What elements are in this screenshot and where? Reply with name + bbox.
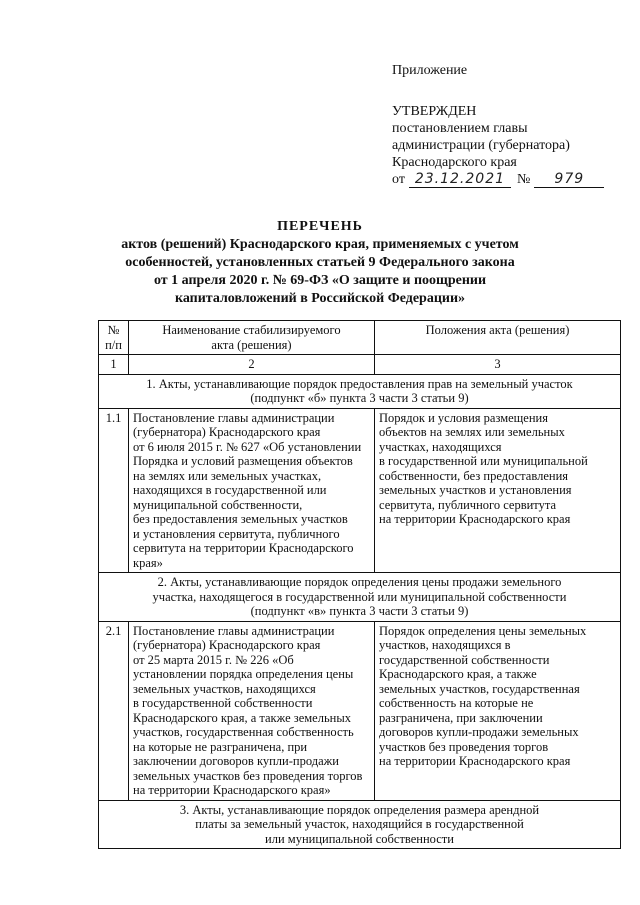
act-provisions: Порядок определения цены земельных участков, находящихся в государственной собственности Краснодарского края, а также земельных участков, государственная собственность на которые не разграничена, при заключении договоров купли-продажи земельных участков без проведения торгов на территории Краснодарского края	[375, 621, 621, 800]
approval-line-2: администрации (губернатора)	[392, 138, 570, 153]
section-title: 3. Акты, устанавливающие порядок определения размера арендной платы за земельный участок, находящийся в государственной или муниципальной собственности	[99, 800, 621, 849]
table-header-row	[99, 321, 621, 355]
column-number: 1	[99, 355, 129, 375]
approval-block	[392, 62, 622, 188]
title-heading: ПЕРЕЧЕНЬ	[277, 219, 363, 234]
act-name: Постановление главы администрации (губернатора) Краснодарского края от 6 июля 2015 г. № 627 «Об установлении Порядка и условий размещения объектов на землях или земельных участках, находящихся в государственной или муниципальной собственности, без предоставления земельных участков и установления сервитута, публичного сервитута на территории Краснодарского края»	[129, 408, 375, 573]
approval-line-3: Краснодарского края	[392, 155, 517, 170]
approval-line-1: постановлением главы	[392, 121, 528, 136]
column-number: 3	[375, 355, 621, 375]
approved-label: УТВЕРЖДЕН	[392, 104, 477, 119]
table-row	[99, 408, 621, 573]
section-title: 2. Акты, устанавливающие порядок определения цены продажи земельного участка, находящегося в государственной или муниципальной собственности (подпункт «в» пункта 3 части 3 статьи 9)	[99, 573, 621, 622]
title-line-2: особенностей, установленных статьей 9 Федерального закона	[125, 255, 515, 270]
table-row	[99, 621, 621, 800]
document-title	[100, 218, 540, 308]
header-num: № п/п	[99, 321, 129, 355]
header-provisions: Положения акта (решения)	[375, 321, 621, 355]
signature-row	[392, 171, 622, 188]
section-row	[99, 573, 621, 622]
act-provisions: Порядок и условия размещения объектов на землях или земельных участках, находящихся в государственной или муниципальной собственности, без предоставления земельных участков и установления сервитута, публичного сервитута на территории Краснодарского края	[375, 408, 621, 573]
section-row	[99, 800, 621, 849]
section-title: 1. Акты, устанавливающие порядок предоставления прав на земельный участок (подпункт «б» пункта 3 части 3 статьи 9)	[99, 374, 621, 408]
act-name: Постановление главы администрации (губернатора) Краснодарского края от 25 марта 2015 г. № 226 «Об установлении порядка определения цены земельных участков, находящихся в государственной собственности Краснодарского края, а также земельных участков, государственная собственность на которые не разграничена, при заключении договоров купли-продажи земельных участков без проведения торгов на территории Краснодарского края»	[129, 621, 375, 800]
title-line-1: актов (решений) Краснодарского края, применяемых с учетом	[121, 237, 519, 252]
section-row	[99, 374, 621, 408]
title-line-4: капиталовложений в Российской Федерации»	[174, 291, 466, 306]
column-number: 2	[129, 355, 375, 375]
handwritten-date: 23.12.2021	[409, 172, 511, 188]
appendix-label: Приложение	[392, 63, 468, 78]
acts-table	[98, 320, 621, 849]
handwritten-number: 979	[534, 172, 604, 188]
column-numbers-row	[99, 355, 621, 375]
from-label: от	[392, 172, 405, 187]
header-name: Наименование стабилизируемого акта (решения)	[129, 321, 375, 355]
number-label: №	[516, 172, 531, 187]
title-line-3: от 1 апреля 2020 г. № 69-ФЗ «О защите и поощрении	[153, 273, 487, 288]
row-number: 2.1	[99, 621, 129, 800]
row-number: 1.1	[99, 408, 129, 573]
